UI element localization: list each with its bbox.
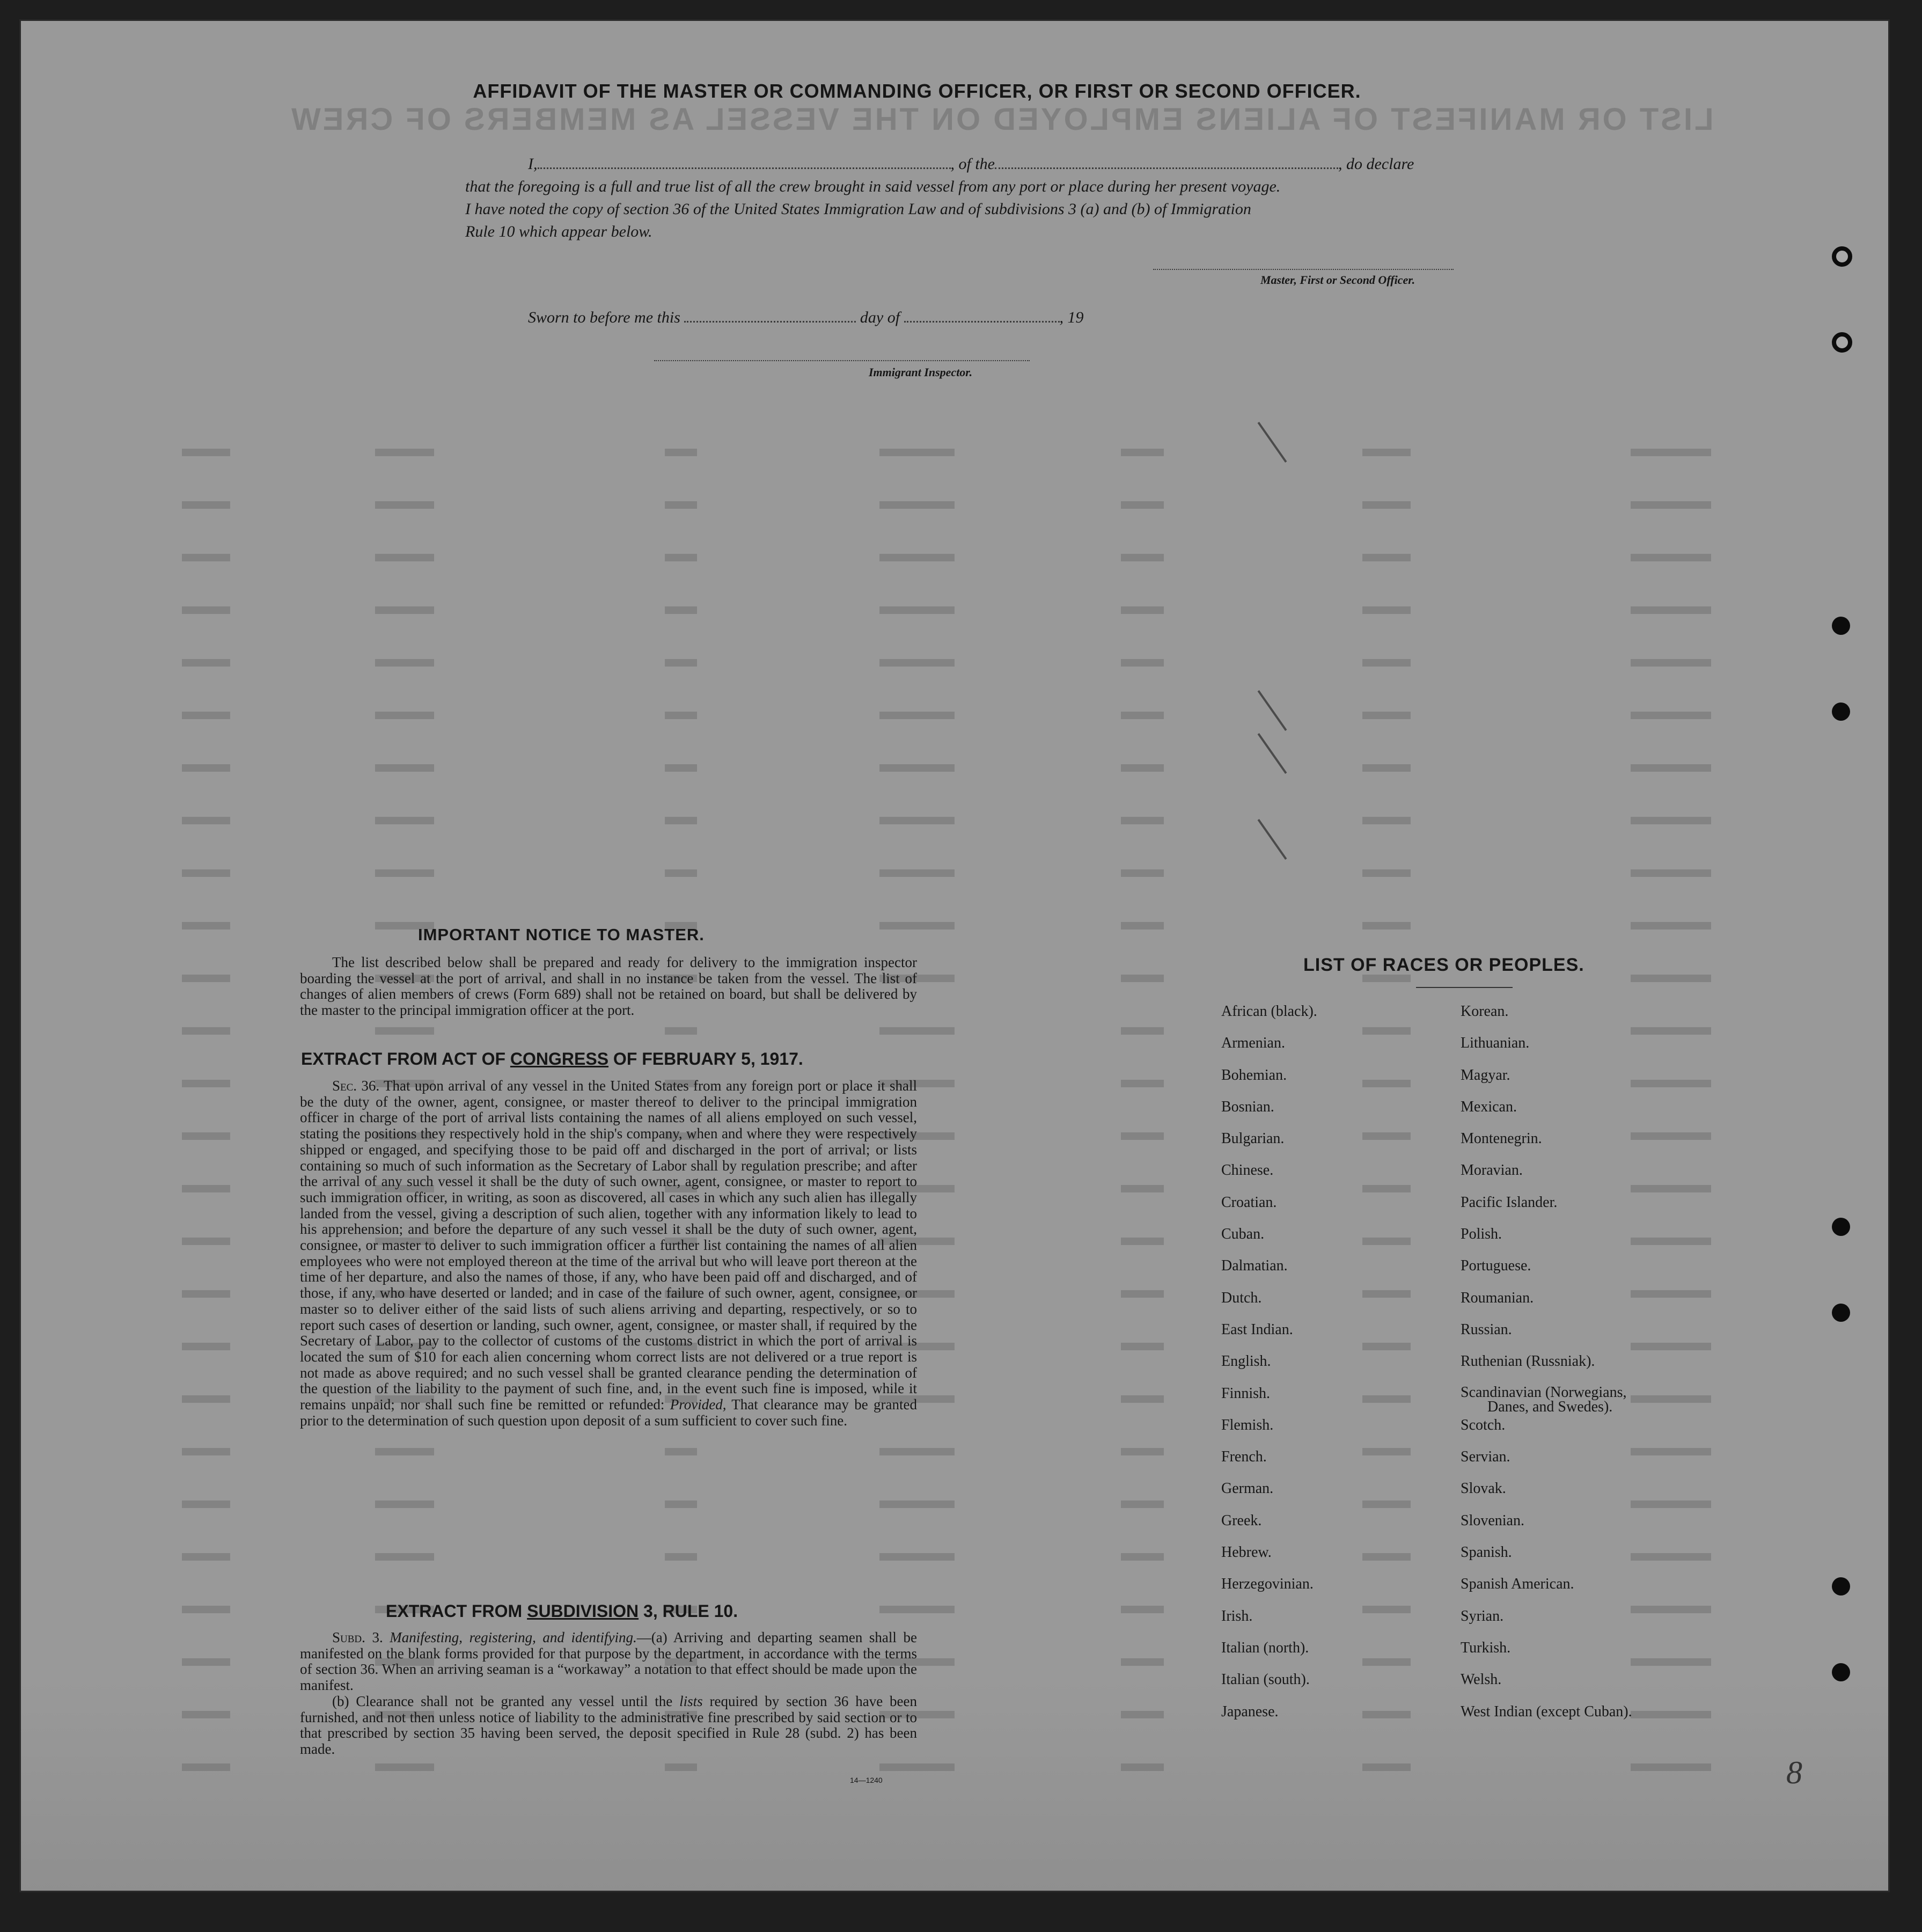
bleed-through-smudge (665, 449, 697, 456)
bleed-through-smudge (879, 764, 955, 772)
sworn-month-field[interactable] (904, 319, 1060, 323)
bleed-through-smudge (1631, 922, 1711, 930)
race-item-line: Danes, and Swedes). (1487, 1398, 1613, 1415)
handwritten-mark: 8 (1786, 1755, 1802, 1790)
affidavit-title: AFFIDAVIT OF THE MASTER OR COMMANDING OFFICER, OR FIRST OR SECOND OFFICER. (473, 80, 1361, 102)
binder-holes (1832, 21, 1864, 1846)
races-title: LIST OF RACES OR PEOPLES. (1303, 955, 1584, 975)
bleed-through-smudge (665, 1763, 697, 1771)
bleed-through-smudge (1121, 449, 1164, 456)
bleed-through-smudge (1362, 606, 1411, 614)
act-provided: Provided, (670, 1396, 727, 1413)
bleed-through-row (182, 863, 1792, 884)
bleed-through-smudge (1631, 712, 1711, 719)
bleed-through-smudge (1631, 1395, 1711, 1403)
race-item: Finnish. (1221, 1385, 1271, 1402)
races-left-column (1221, 1003, 1317, 1735)
act-title-prefix: EXTRACT FROM ACT OF (301, 1049, 510, 1069)
bleed-through-smudge (1631, 606, 1711, 614)
bleed-through-smudge (1362, 817, 1411, 824)
bleed-through-smudge (1121, 1658, 1164, 1666)
affidavit-line-2: that the foregoing is a full and true list of all the crew brought in said vessel from any port or place during her present voyage. (465, 178, 1281, 195)
bleed-through-smudge (1362, 1553, 1411, 1561)
act-title-underlined: CONGRESS (510, 1049, 609, 1069)
race-item: English. (1221, 1353, 1271, 1370)
bleed-through-smudge (1631, 1448, 1711, 1455)
race-item: Hebrew. (1221, 1544, 1272, 1561)
bleed-through-smudge (1631, 1132, 1711, 1140)
races-title-rule (1416, 987, 1513, 988)
bleed-through-smudge (1121, 501, 1164, 509)
bleed-through-smudge (1631, 1080, 1711, 1087)
bleed-through-smudge (1362, 1763, 1411, 1771)
race-item: Italian (north). (1221, 1639, 1309, 1656)
race-item: Armenian. (1221, 1035, 1285, 1052)
bleed-through-smudge (1631, 1711, 1711, 1718)
form-code: 14—1240 (850, 1776, 883, 1784)
bleed-through-smudge (1121, 1501, 1164, 1508)
binder-hole-icon (1832, 332, 1852, 353)
race-item: German. (1221, 1480, 1274, 1497)
bleed-through-smudge (182, 1711, 230, 1718)
bleed-through-row (182, 758, 1792, 779)
bleed-through-smudge (1121, 869, 1164, 877)
bleed-through-smudge (182, 501, 230, 509)
bleed-through-smudge (182, 922, 230, 930)
rule-title-underlined: SUBDIVISION (527, 1601, 639, 1621)
sworn-line (528, 309, 1084, 327)
bleed-through-smudge (182, 869, 230, 877)
bleed-through-smudge (1121, 1763, 1164, 1771)
bleed-through-smudge (182, 1658, 230, 1666)
race-item: Korean. (1461, 1003, 1509, 1020)
bleed-through-smudge (1631, 869, 1711, 877)
bleed-through-smudge (665, 869, 697, 877)
bleed-through-smudge (1121, 817, 1164, 824)
bleed-through-smudge (665, 501, 697, 509)
bleed-through-smudge (182, 1553, 230, 1561)
bleed-through-smudge (1631, 1553, 1711, 1561)
rule-lists-word: lists (679, 1693, 703, 1709)
act-body (300, 1078, 917, 1429)
bleed-through-smudge (1631, 1658, 1711, 1666)
bleed-through-smudge (665, 817, 697, 824)
race-item (1461, 1385, 1632, 1417)
bleed-through-row (182, 600, 1792, 621)
bleed-through-smudge (182, 554, 230, 561)
rule-subd-heading: Manifesting, registering, and identifying. (390, 1629, 637, 1645)
race-item: Syrian. (1461, 1607, 1504, 1624)
bleed-through-smudge (1362, 1606, 1411, 1613)
bleed-through-smudge (879, 1553, 955, 1561)
bleed-through-smudge (1121, 1711, 1164, 1718)
bleed-through-smudge (1631, 817, 1711, 824)
bleed-through-smudge (1121, 1027, 1164, 1035)
bleed-through-row (182, 653, 1792, 674)
act-section-label: Sec. 36. (332, 1078, 380, 1094)
bleed-through-smudge (1121, 1290, 1164, 1298)
bleed-through-smudge (375, 1501, 434, 1508)
bleed-through-smudge (1362, 869, 1411, 877)
bleed-through-smudge (1121, 1080, 1164, 1087)
race-item: Magyar. (1461, 1066, 1510, 1084)
bleed-through-smudge (182, 606, 230, 614)
bleed-through-smudge (665, 764, 697, 772)
act-title (301, 1049, 803, 1069)
race-item: Polish. (1461, 1226, 1502, 1243)
bleed-through-smudge (665, 659, 697, 667)
bleed-through-smudge (1362, 659, 1411, 667)
bleed-through-smudge (1631, 1606, 1711, 1613)
bleed-through-smudge (375, 764, 434, 772)
inspector-signature-line[interactable] (654, 360, 1030, 361)
bleed-through-smudge (879, 712, 955, 719)
bleed-through-smudge (665, 712, 697, 719)
bleed-through-smudge (1121, 764, 1164, 772)
race-item: Italian (south). (1221, 1671, 1310, 1688)
race-item: Japanese. (1221, 1703, 1279, 1720)
race-item: Bosnian. (1221, 1098, 1274, 1115)
bleed-through-smudge (879, 501, 955, 509)
bleed-through-smudge (1362, 1185, 1411, 1192)
inspector-caption: Immigrant Inspector. (869, 365, 973, 379)
bleed-through-smudge (182, 1027, 230, 1035)
bleed-through-smudge (375, 712, 434, 719)
bleed-through-smudge (1362, 1080, 1411, 1087)
bleed-through-row (182, 442, 1792, 464)
rule-text-a: —(a) Arriving and departing seamen shall be manifested on the blank forms provided for that purpose by the department, in accordance with the terms of section 36. When an arriving seaman is a “workaway” a notation to that effect should be made upon the manifest. (300, 1629, 917, 1694)
bleed-through-smudge (182, 1343, 230, 1350)
bleed-through-smudge (1631, 764, 1711, 772)
race-item: Slovak. (1461, 1480, 1506, 1497)
bleed-through-smudge (182, 1185, 230, 1192)
bleed-through-smudge (879, 922, 955, 930)
rule-title-prefix: EXTRACT FROM (386, 1601, 527, 1621)
bleed-through-smudge (182, 1395, 230, 1403)
day-of-label: day of (860, 309, 900, 326)
bleed-through-smudge (375, 1027, 434, 1035)
bleed-through-smudge (182, 1080, 230, 1087)
race-item: Greek. (1221, 1512, 1262, 1529)
notice-body (300, 955, 917, 1019)
bleed-through-row (182, 495, 1792, 516)
race-item: Portuguese. (1461, 1257, 1531, 1275)
bleed-through-smudge (1362, 1448, 1411, 1455)
bleed-through-smudge (879, 1448, 955, 1455)
bleed-through-smudge (375, 449, 434, 456)
bleed-through-row (182, 705, 1792, 727)
binder-hole-icon (1832, 1304, 1850, 1322)
bleed-through-smudge (182, 449, 230, 456)
bleed-through-smudge (1631, 1185, 1711, 1192)
bleed-through-smudge (1362, 712, 1411, 719)
bleed-through-smudge (375, 1448, 434, 1455)
race-item: Dutch. (1221, 1289, 1262, 1306)
race-item: Bulgarian. (1221, 1130, 1285, 1147)
affidavit-line-3: I have noted the copy of section 36 of the United States Immigration Law and of subdivisions 3 (a) and (b) of Immigration (465, 200, 1251, 218)
bleed-through-smudge (1631, 1238, 1711, 1245)
bleed-through-smudge (665, 1448, 697, 1455)
bleed-through-smudge (1121, 1132, 1164, 1140)
race-item: Bohemian. (1221, 1066, 1287, 1084)
bleed-through-smudge (375, 606, 434, 614)
act-title-suffix: OF FEBRUARY 5, 1917. (608, 1049, 803, 1069)
bleed-through-smudge (1121, 1343, 1164, 1350)
race-item: Mexican. (1461, 1098, 1517, 1115)
race-item: Scotch. (1461, 1416, 1506, 1433)
document-sheet (19, 19, 1890, 1892)
bleed-through-smudge (665, 1501, 697, 1508)
bleed-through-smudge (375, 1553, 434, 1561)
race-item: East Indian. (1221, 1321, 1293, 1338)
bleed-through-smudge (1631, 554, 1711, 561)
race-item: Servian. (1461, 1448, 1510, 1466)
bleed-through-smudge (375, 501, 434, 509)
bleed-through-smudge (1631, 1343, 1711, 1350)
affidavit-of-the: , of the (950, 155, 995, 173)
bleed-through-smudge (1362, 554, 1411, 561)
rule-title (386, 1601, 738, 1621)
bleed-through-smudge (1631, 501, 1711, 509)
bleed-through-smudge (375, 554, 434, 561)
bleed-through-smudge (1121, 1185, 1164, 1192)
binder-hole-icon (1832, 1663, 1850, 1681)
bleed-through-smudge (1631, 1290, 1711, 1298)
binder-hole-icon (1832, 702, 1850, 721)
bleed-through-smudge (879, 1606, 955, 1613)
rule-body (300, 1630, 917, 1758)
bleed-through-smudge (1121, 1553, 1164, 1561)
year-label: , 19 (1059, 309, 1084, 326)
bleed-through-smudge (1631, 659, 1711, 667)
bleed-through-smudge (1121, 1606, 1164, 1613)
bleed-through-smudge (1121, 922, 1164, 930)
bleed-through-smudge (1631, 1763, 1711, 1771)
bleed-through-smudge (879, 554, 955, 561)
bleed-through-row (182, 547, 1792, 569)
race-item-line: Scandinavian (Norwegians, (1461, 1384, 1627, 1401)
race-item: West Indian (except Cuban). (1461, 1703, 1632, 1720)
bleed-through-smudge (1362, 1343, 1411, 1350)
master-caption: Master, First or Second Officer. (1260, 273, 1415, 287)
bleed-through-smudge (182, 817, 230, 824)
bleed-through-smudge (182, 1448, 230, 1455)
bleed-through-smudge (182, 1606, 230, 1613)
race-item: Lithuanian. (1461, 1035, 1530, 1052)
bleed-through-row (182, 810, 1792, 832)
bleed-through-smudge (1362, 1290, 1411, 1298)
bleed-through-title: LIST OR MANIFEST OF ALIENS EMPLOYED ON THE VESSEL AS MEMBERS OF CREW (289, 102, 1714, 137)
master-signature-line[interactable] (1153, 269, 1454, 270)
affidavit-line-1 (528, 155, 1414, 173)
race-item: Welsh. (1461, 1671, 1502, 1688)
bleed-through-smudge (879, 606, 955, 614)
rule-text-b-suffix: required by section 36 have been furnished, and not then unless notice of liability to the administrative fine prescribed by said section or to that prescribed by section 35 having been served, the deposit specified in Rule 28 (subd. 2) has been made. (300, 1693, 917, 1757)
race-item: Russian. (1461, 1321, 1512, 1338)
race-item: Croatian. (1221, 1194, 1277, 1211)
bleed-through-smudge (182, 1238, 230, 1245)
bleed-through-smudge (1362, 1238, 1411, 1245)
race-item: Herzegovinian. (1221, 1576, 1314, 1593)
rule-subd-label: Subd. 3. (332, 1629, 383, 1645)
race-item: French. (1221, 1448, 1267, 1466)
bleed-through-smudge (1121, 1238, 1164, 1245)
affidavit-line-4: Rule 10 which appear below. (465, 223, 652, 240)
name-field[interactable] (538, 165, 951, 169)
bleed-through-smudge (182, 712, 230, 719)
bleed-through-smudge (665, 554, 697, 561)
race-item: Pacific Islander. (1461, 1194, 1558, 1211)
affidavit-do-declare: , do declare (1338, 155, 1414, 173)
race-item: Moravian. (1461, 1162, 1523, 1179)
bleed-through-smudge (665, 606, 697, 614)
races-right-column (1461, 1003, 1632, 1735)
bleed-through-smudge (375, 817, 434, 824)
bleed-through-smudge (182, 764, 230, 772)
bleed-through-smudge (1631, 1501, 1711, 1508)
race-item: Chinese. (1221, 1162, 1274, 1179)
act-text-b: That clearance may be granted prior to the determination of such question upon deposit of a sum sufficient to cover such fine. (300, 1396, 917, 1429)
race-item: Flemish. (1221, 1416, 1274, 1433)
bleed-through-smudge (1121, 1448, 1164, 1455)
binder-hole-icon (1832, 617, 1850, 635)
race-item: Turkish. (1461, 1639, 1511, 1656)
bleed-through-smudge (182, 1132, 230, 1140)
bleed-through-smudge (665, 1553, 697, 1561)
bleed-through-smudge (1362, 449, 1411, 456)
bleed-through-smudge (879, 869, 955, 877)
race-item: Ruthenian (Russniak). (1461, 1353, 1595, 1370)
bleed-through-smudge (375, 1763, 434, 1771)
bleed-through-smudge (879, 659, 955, 667)
bleed-through-smudge (1362, 975, 1411, 982)
bleed-through-smudge (879, 1027, 955, 1035)
bleed-through-smudge (1631, 1027, 1711, 1035)
bleed-through-smudge (182, 1501, 230, 1508)
bleed-through-smudge (1362, 501, 1411, 509)
bleed-through-smudge (665, 1027, 697, 1035)
bleed-through-smudge (879, 1763, 955, 1771)
bleed-through-smudge (1362, 922, 1411, 930)
vessel-field[interactable] (995, 165, 1338, 169)
sworn-day-field[interactable] (684, 319, 856, 323)
race-item: Spanish. (1461, 1544, 1512, 1561)
bleed-through-smudge (1121, 554, 1164, 561)
bleed-through-smudge (1121, 975, 1164, 982)
sworn-label: Sworn to before me this (528, 309, 680, 326)
race-item: Dalmatian. (1221, 1257, 1288, 1275)
bleed-through-smudge (1631, 449, 1711, 456)
race-item: Montenegrin. (1461, 1130, 1542, 1147)
bleed-through-smudge (182, 975, 230, 982)
bleed-through-smudge (879, 817, 955, 824)
bleed-through-smudge (182, 1290, 230, 1298)
bleed-through-row (182, 1757, 1792, 1779)
race-item: African (black). (1221, 1003, 1317, 1020)
race-item: Cuban. (1221, 1226, 1265, 1243)
race-item: Irish. (1221, 1607, 1253, 1624)
bleed-through-smudge (182, 1763, 230, 1771)
bleed-through-smudge (879, 1501, 955, 1508)
bleed-through-smudge (1362, 1027, 1411, 1035)
bleed-through-smudge (1362, 1132, 1411, 1140)
race-item: Spanish American. (1461, 1576, 1574, 1593)
binder-hole-icon (1832, 1577, 1850, 1596)
bleed-through-smudge (1362, 1501, 1411, 1508)
bleed-through-smudge (1631, 975, 1711, 982)
bleed-through-smudge (1362, 1658, 1411, 1666)
bleed-through-smudge (1362, 764, 1411, 772)
bleed-through-smudge (879, 449, 955, 456)
bleed-through-smudge (1362, 1711, 1411, 1718)
rule-text-b-prefix: (b) Clearance shall not be granted any vessel until the (332, 1693, 680, 1709)
notice-text: The list described below shall be prepared and ready for delivery to the immigration inspector boarding the vessel at the port of arrival, and shall in no instance be taken from the vessel. The list of changes of alien members of crews (Form 689) shall not be retained on board, but shall be delivered by the master to the principal immigration officer at the port. (300, 954, 917, 1019)
bleed-through-smudge (1121, 712, 1164, 719)
bleed-through-smudge (375, 659, 434, 667)
bleed-through-smudge (1121, 606, 1164, 614)
bleed-through-smudge (1362, 1395, 1411, 1403)
rule-title-suffix: 3, RULE 10. (639, 1601, 738, 1621)
affidavit-i-label: I, (528, 155, 538, 173)
race-item: Roumanian. (1461, 1289, 1534, 1306)
binder-hole-icon (1832, 246, 1852, 267)
act-text-a: That upon arrival of any vessel in the United States from any foreign port or place it shall be the duty of the owner, agent, consignee, or master thereof to deliver to the principal immigration officer in charge of the port of arrival lists containing the names of all aliens employed on such vessel, stating the positions they respectively hold in the ship's company, when and where they were respectively shipped or engaged, and specifying those to be paid off and discharged in the port of arrival; or lists containing so much of such information as the Secretary of Labor shall by regulation prescribe; and after the arrival of any such vessel it shall be the duty of such owner, agent, consignee, or master to report to such immigration officer, in writing, as soon as discovered, all cases in which any such alien has illegally landed from the vessel, giving a description of such alien, together with any information likely to lead to his apprehension; and before the departure of any such vessel it shall be the duty of such owner, agent, consignee, or master to deliver to such immigration officer a further list containing the names of all alien employees who were not employed thereon at the time of the arrival but who will leave port thereon at the time of her departure, and also the names of those, if any, who have been paid off and discharged, and of those, if any, who have deserted or landed; and in case of the failure of such owner, agent, consignee, or master so to deliver either of the said lists of such aliens arriving and departing, respectively, or so to report such cases of desertion or landing, such owner, agent, consignee, or master shall, if required by the Secretary of Labor, pay to the collector of customs of the customs district in which the port of arrival is located the sum of $10 for each alien concerning whom correct lists are not delivered or a true report is not made as above required; and no such vessel shall be granted clearance pending the determination of the question of the liability to the payment of such fine, and, in the event such fine is imposed, while it remains unpaid; nor shall such fine be remitted or refunded: (300, 1078, 917, 1413)
bleed-through-smudge (182, 659, 230, 667)
notice-title: IMPORTANT NOTICE TO MASTER. (418, 925, 705, 944)
race-item: Slovenian. (1461, 1512, 1524, 1529)
bleed-through-smudge (1121, 659, 1164, 667)
binder-hole-icon (1832, 1218, 1850, 1236)
bleed-through-smudge (1121, 1395, 1164, 1403)
bleed-through-smudge (375, 869, 434, 877)
